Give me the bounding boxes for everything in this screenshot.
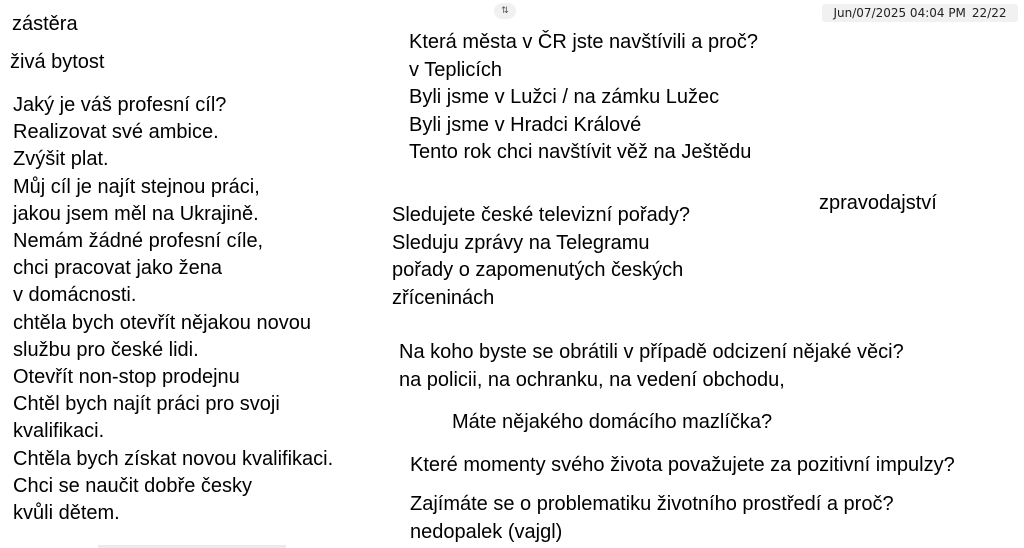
- status-bar: [822, 4, 1018, 22]
- career-goals-block: [13, 92, 333, 527]
- tv-block: [392, 202, 690, 312]
- career-answer-line: Chci se naučit dobře česky: [13, 474, 253, 497]
- cities-answer-line: v Teplicích: [409, 58, 503, 81]
- cities-block: [409, 29, 758, 167]
- career-answer-line: Můj cíl je najít stejnou práci,: [13, 175, 260, 198]
- cities-answer-line: Tento rok chci navštívit věž na Ještědu: [409, 141, 752, 163]
- tv-answer-line: Sleduju zprávy na Telegramu: [392, 231, 650, 254]
- cities-question: Která města v ČR jste navštívili a proč?: [409, 31, 759, 53]
- swap-vertical-icon[interactable]: ⇅: [494, 3, 516, 19]
- word-ziva-bytost: živá bytost: [10, 51, 105, 73]
- career-answer-line: Zvýšit plat.: [13, 148, 109, 171]
- career-answer-line: službu pro české lidi.: [13, 338, 199, 361]
- cities-answer-line: Byli jsme v Lužci / na zámku Lužec: [409, 86, 720, 108]
- page-counter: 22/22: [971, 6, 1007, 20]
- theft-answer-line: na policii, na ochranku, na vedení obchodu,: [399, 369, 785, 391]
- tv-question: Sledujete české televizní pořady?: [392, 204, 690, 226]
- career-answer-line: Chtěla bych získat novou kvalifikaci.: [13, 447, 334, 470]
- career-answer-line: Otevřít non-stop prodejnu: [13, 366, 240, 389]
- tv-answer-line: pořady o zapomenutých českých: [392, 259, 684, 281]
- career-answer-line: kvalifikaci.: [13, 420, 105, 443]
- career-answer-line: Realizovat své ambice.: [13, 121, 219, 144]
- word-zastera: zástěra: [12, 13, 78, 35]
- environment-question: Zajímáte se o problematiku životního prostředí a proč?: [410, 493, 894, 515]
- cities-answer-line: Byli jsme v Hradci Králové: [409, 113, 642, 136]
- career-question: Jaký je váš profesní cíl?: [13, 94, 227, 116]
- career-answer-line: v domácnosti.: [13, 284, 137, 307]
- career-answer-line: kvůli dětem.: [13, 502, 120, 525]
- tv-answer-line: zříceninách: [392, 286, 495, 309]
- word-zpravodajstvi: zpravodajství: [819, 192, 937, 214]
- career-answer-line: chtěla bych otevřít nějakou novou: [13, 311, 311, 334]
- career-answer-line: chci pracovat jako žena: [13, 257, 223, 280]
- career-answer-line: Nemám žádné profesní cíle,: [13, 230, 264, 253]
- pet-question: Máte nějakého domácího mazlíčka?: [452, 411, 773, 433]
- moments-question: Které momenty svého života považujete za pozitivní impulzy?: [410, 454, 955, 476]
- career-answer-line: Chtěl bych najít práci pro svoji: [13, 393, 280, 416]
- theft-block: [399, 338, 904, 394]
- environment-answer-line: nedopalek (vajgl): [410, 521, 563, 543]
- environment-block: [410, 490, 894, 546]
- datetime-stamp: Jun/07/2025 04:04 PM: [833, 6, 966, 20]
- theft-question: Na koho byste se obrátili v případě odcizení nějaké věci?: [399, 341, 904, 363]
- career-answer-line: jakou jsem měl na Ukrajině.: [13, 202, 259, 225]
